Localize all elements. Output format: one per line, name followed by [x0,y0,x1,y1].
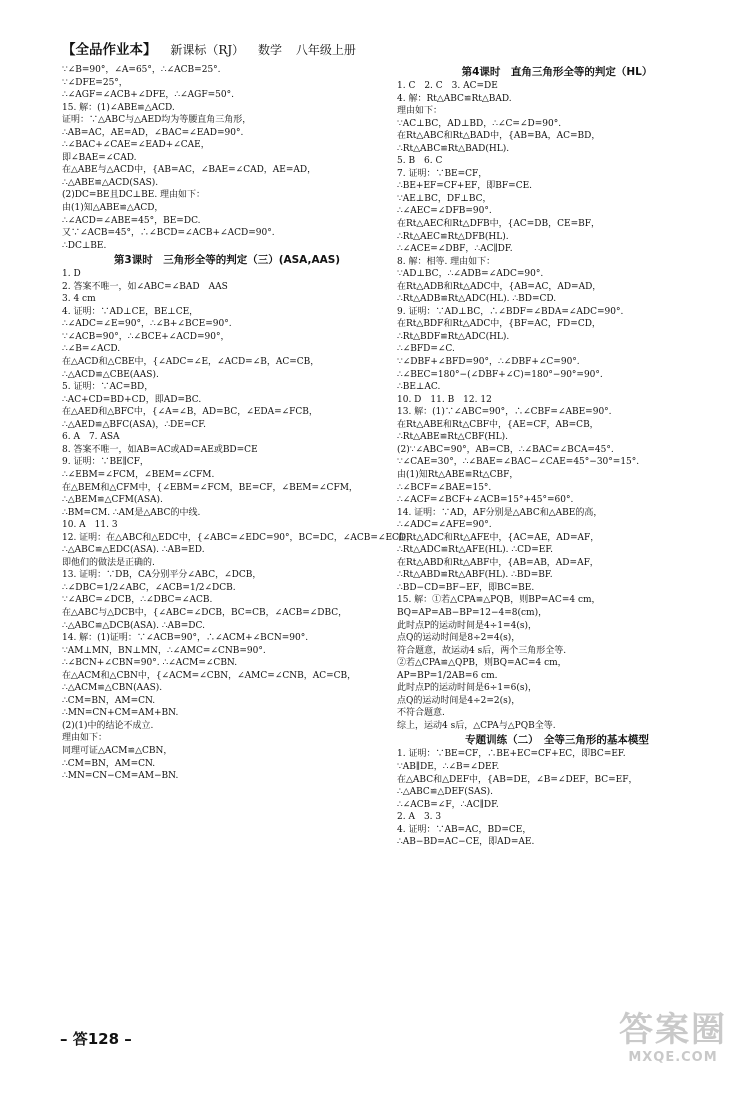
answer-line: 8. 答案不唯一，如AB=AC或AD=AE或BD=CE [62,444,258,455]
answer-line: ∴BE+EF=CF+EF，即BF=CE. [397,181,533,192]
answer-line: ∴∠ADC=∠E=90°，∴∠B+∠BCE=90°. [62,319,232,330]
answer-line: ∴Rt△ADB≌Rt△ADC(HL). ∴BD=CD. [397,294,557,305]
answer-line: 在Rt△BDF和Rt△ADC中，{BF=AC，FD=CD， [397,319,601,330]
answer-line: 即∠BAE=∠CAD. [62,152,137,163]
answer-line: (2)(1)中的结论不成立. [62,720,154,731]
brand-title: 【全品作业本】 [62,42,157,58]
answer-line: ∵∠B=90°，∠A=65°，∴∠ACB=25°. [62,65,221,75]
answer-line: ∴CM=BN，AM=CN. [62,758,156,769]
answer-line: 5. B 6. C [397,156,443,167]
section-heading: 第3课时 三角形全等的判定（三）(ASA,AAS) [113,254,341,267]
answer-line: 此时点P的运动时间是4÷1=4(s)， [397,620,537,631]
answer-line: ∴AC+CD=BD+CD，即AD=BC. [62,394,202,405]
answer-line: ∴∠ACE=∠DBF，∴AC∥DF. [397,244,513,255]
answer-line: ∵AE⊥BC，DF⊥BC， [397,193,492,204]
answer-line: 在Rt△ADB和Rt△ADC中，{AB=AC，AD=AD， [397,281,602,292]
answer-line: 综上，运动4 s后，△CPA与△PQB全等. [397,720,556,731]
answer-line: AP=BP=1/2AB=6 cm. [397,670,498,681]
answer-line: 1. D [62,269,81,280]
section-heading: 专题训练（二） 全等三角形的基本模型 [465,734,649,747]
watermark-logo [608,1010,738,1080]
answer-line: ∵AC⊥BC，AD⊥BD，∴∠C=∠D=90°. [397,118,562,129]
answer-line: ∴∠ACD=∠ABE=45°，BE=DC. [62,215,201,226]
answer-line: ∴∠ACF=∠BCF+∠ACB=15°+45°=60°. [397,495,574,506]
answer-line: ∵AD⊥BC，∴∠ADB=∠ADC=90°. [397,269,544,280]
edition-label: 新课标（RJ） [170,43,245,57]
answer-line: 在△ACM和△CBN中，{∠ACM=∠CBN，∠AMC=∠CNB，AC=CB， [62,670,357,681]
page-header [62,38,702,60]
answer-line: 4. 证明：∵AB=AC，BD=CE， [397,824,532,835]
answer-line: 1. C 2. C 3. AC=DE [397,81,498,91]
answer-line: 4. 证明：∵AD⊥CE，BE⊥CE， [62,306,199,317]
answer-line: 点Q的运动时间是8÷2=4(s)， [397,633,521,644]
answer-line: ∴∠ADC=∠AFE=90°. [397,520,492,531]
answer-line: ∵AB∥DE，∴∠B=∠DEF. [397,761,500,772]
answer-line: 由(1)知△ABE≌△ACD， [62,203,164,214]
answer-line: ∴AB=AC，AE=AD，∠BAC=∠EAD=90°. [62,127,244,138]
answer-line: ∴∠EBM=∠FCM，∠BEM=∠CFM. [62,469,215,480]
answer-line: ∴∠AGF=∠ACB+∠DFE，∴∠AGF=50°. [62,90,234,101]
answer-line: ∴∠AEC=∠DFB=90°. [397,206,492,217]
answer-line: 13. 证明：∵DB，CA分别平分∠ABC，∠DCB， [62,570,262,581]
answer-line: 同理可证△ACM≌△CBN， [62,745,173,756]
answer-line: ∴△ACM≌△CBN(AAS). [62,683,163,694]
answer-line: (2)∵∠ABC=90°，AB=CB，∴∠BAC=∠BCA=45°. [397,444,614,455]
answer-line: 在△BEM和△CFM中，{∠EBM=∠FCM，BE=CF，∠BEM=∠CFM， [62,482,358,493]
answer-line: ∴△AED≌△BFC(ASA)，∴DE=CF. [62,419,206,430]
right-column [397,64,717,849]
answer-line: ∴△ABC≌△EDC(ASA). ∴AB=ED. [62,545,205,556]
answer-line: ∴∠BCF=∠BAE=15°. [397,482,492,493]
answer-line: ∴△ABC≌△DEF(SAS). [397,787,494,798]
answer-line: 8. 解：相等. 理由如下： [397,256,496,267]
answer-line: ∴CM=BN，AM=CN. [62,695,156,706]
answer-line: 9. 证明：∵BE∥CF， [62,457,149,468]
answer-line: ∴Rt△AEC≌Rt△DFB(HL). [397,231,509,242]
watermark-text: 答案圈 [619,1010,727,1050]
answer-line: 在△ABC与△DCB中，{∠ABC=∠DCB，BC=CB，∠ACB=∠DBC， [62,607,348,618]
page-number: – 答128 – [60,1030,132,1048]
answer-line: 在Rt△ABC和Rt△BAD中，{AB=BA，AC=BD， [397,131,601,142]
answer-line: 点Q的运动时间是4÷2=2(s)， [397,695,521,706]
answer-line: 2. A 3. 3 [397,812,442,823]
answer-line: 不符合题意. [397,708,445,719]
answer-line: 在Rt△ADC和Rt△AFE中，{AC=AE，AD=AF， [397,532,600,543]
answer-line: ∴△ABC≌△DCB(ASA). ∴AB=DC. [62,620,205,631]
answer-line: 在△ACD和△CBE中，{∠ADC=∠E，∠ACD=∠B，AC=CB， [62,357,320,368]
answer-line: 即他们的做法是正确的. [62,557,155,568]
answer-line: 此时点P的运动时间是6÷1=6(s)， [397,683,537,694]
answer-line: ∴Rt△ABC≌Rt△BAD(HL). [397,143,510,154]
section-heading: 第4课时 直角三角形全等的判定（HL） [461,66,653,78]
answer-line: 证明：∵△ABC与△AED均为等腰直角三角形， [62,115,252,126]
answer-line: 在△ABC和△DEF中，{AB=DE，∠B=∠DEF，BC=EF， [397,774,638,785]
answer-line: 符合题意，故运动4 s后，两个三角形全等. [397,645,567,656]
answer-line: ∵∠ABC=∠DCB，∴∠DBC=∠ACB. [62,595,213,606]
answer-line: 在△AED和△BFC中，{∠A=∠B，AD=BC，∠EDA=∠FCB， [62,407,318,418]
answer-line: 在△ABE与△ACD中，{AB=AC，∠BAE=∠CAD，AE=AD， [62,165,317,176]
answer-line: ∵AM⊥MN，BN⊥MN，∴∠AMC=∠CNB=90°. [62,645,266,656]
answer-line: (2)DC=BE且DC⊥BE. 理由如下： [62,190,206,201]
answer-line: 10. D 11. B 12. 12 [397,394,492,405]
answer-line: 15. 解：①若△CPA≌△PQB，则BP=AC=4 cm， [397,595,601,606]
answer-line: ∴∠BEC=180°−(∠DBF+∠C)=180°−90°=90°. [397,369,603,380]
answer-line: BQ=AP=AB−BP=12−4=8(cm)， [397,607,548,618]
answer-line: 14. 解：(1)证明：∵∠ACB=90°，∴∠ACM+∠BCN=90°. [62,633,309,644]
answer-line: ∴Rt△ABD≌Rt△ABF(HL). ∴BD=BF. [397,570,553,581]
answer-line: ∵∠DBF+∠BFD=90°，∴∠DBF+∠C=90°. [397,357,580,368]
answer-line: 3. 4 cm [62,294,96,305]
answer-line: ∴∠BCN+∠CBN=90°. ∴∠ACM=∠CBN. [62,658,238,669]
answer-line: ∴∠DBC=1/2∠ABC，∠ACB=1/2∠DCB. [62,582,236,593]
answer-line: ∴BD−CD=BF−EF，即BC=BE. [397,582,535,593]
answer-line: ∴△ACD≌△CBE(AAS). [62,369,159,380]
subject-label: 数学 [258,43,283,57]
answer-line: 12. 证明：在△ABC和△EDC中，{∠ABC=∠EDC=90°，BC=DC，∠ACB=∠ECD， [62,532,416,543]
answer-line: ∴BM=CM. ∴AM是△ABC的中线. [62,507,201,518]
answer-line: 在Rt△AEC和Rt△DFB中，{AC=DB，CE=BF， [397,219,600,230]
answer-line: 又∵∠ACB=45°，∴∠BCD=∠ACB+∠ACD=90°. [62,228,275,239]
answer-line: 10. A 11. 3 [62,520,118,531]
answer-line: 理由如下： [62,733,108,744]
answer-line: ∴∠B=∠ACD. [62,344,121,355]
answer-line: 在Rt△ABE和Rt△CBF中，{AE=CF，AB=CB， [397,419,599,430]
answer-line: 理由如下： [397,106,443,117]
answer-line: ∴MN=CN−CM=AM−BN. [62,771,179,782]
left-column [62,64,416,783]
answer-line: ∴DC⊥BE. [62,240,107,251]
watermark-url: MXQE.COM [628,1050,718,1065]
answer-line: ∴Rt△ABE≌Rt△CBF(HL). [397,432,509,443]
answer-line: ∴MN=CN+CM=AM+BN. [62,708,179,719]
answer-line: 1. 证明：∵BE=CF，∴BE+EC=CF+EC，即BC=EF. [397,749,626,760]
answer-line: ②若△CPA≌△QPB，则BQ=AC=4 cm， [397,658,567,669]
grade-label: 八年级上册 [295,43,356,57]
answer-line: ∵∠CAE=30°，∴∠BAE=∠BAC−∠CAE=45°−30°=15°. [397,457,640,468]
answer-line: 4. 解：Rt△ABC≌Rt△BAD. [397,93,512,104]
answer-line: 13. 解：(1)∵∠ABC=90°，∴∠CBF=∠ABE=90°. [397,407,612,418]
answer-line: ∴∠ACB=∠F，∴AC∥DF. [397,799,499,810]
answer-line: 9. 证明：∵AD⊥BC，∴∠BDF=∠BDA=∠ADC=90°. [397,306,624,317]
answer-line: ∴△ABE≌△ACD(SAS). [62,177,159,188]
answer-line: 7. 证明：∵BE=CF， [397,168,488,179]
answer-line: ∴Rt△BDF≌Rt△ADC(HL). [397,331,510,342]
answer-line: 2. 答案不唯一，如∠ABC=∠BAD AAS [62,281,228,292]
answer-line: ∵∠ACB=90°，∴∠BCE+∠ACD=90°， [62,331,230,342]
answer-line: ∴∠BFD=∠C. [397,344,455,355]
answer-line: ∴△BEM≌△CFM(ASA). [62,495,163,506]
answer-line: ∴Rt△ADC≌Rt△AFE(HL). ∴CD=EF. [397,545,554,556]
answer-line: ∴BE⊥AC. [397,382,441,393]
answer-line: 5. 证明：∵AC=BD， [62,382,154,393]
answer-line: 在Rt△ABD和Rt△ABF中，{AB=AB，AD=AF， [397,557,599,568]
answer-line: 6. A 7. ASA [62,432,120,443]
answer-line: 由(1)知Rt△ABE≌Rt△CBF， [397,469,519,480]
answer-line: 15. 解：(1)∠ABE≌△ACD. [62,102,175,113]
answer-line: ∴AB−BD=AC−CE，即AD=AE. [397,837,535,848]
answer-line: ∴∠BAC+∠CAE=∠EAD+∠CAE， [62,140,210,151]
answer-line: 14. 证明：∵AD，AF分别是△ABC和△ABE的高， [397,507,603,518]
answer-line: ∵∠DFE=25°， [62,77,128,88]
